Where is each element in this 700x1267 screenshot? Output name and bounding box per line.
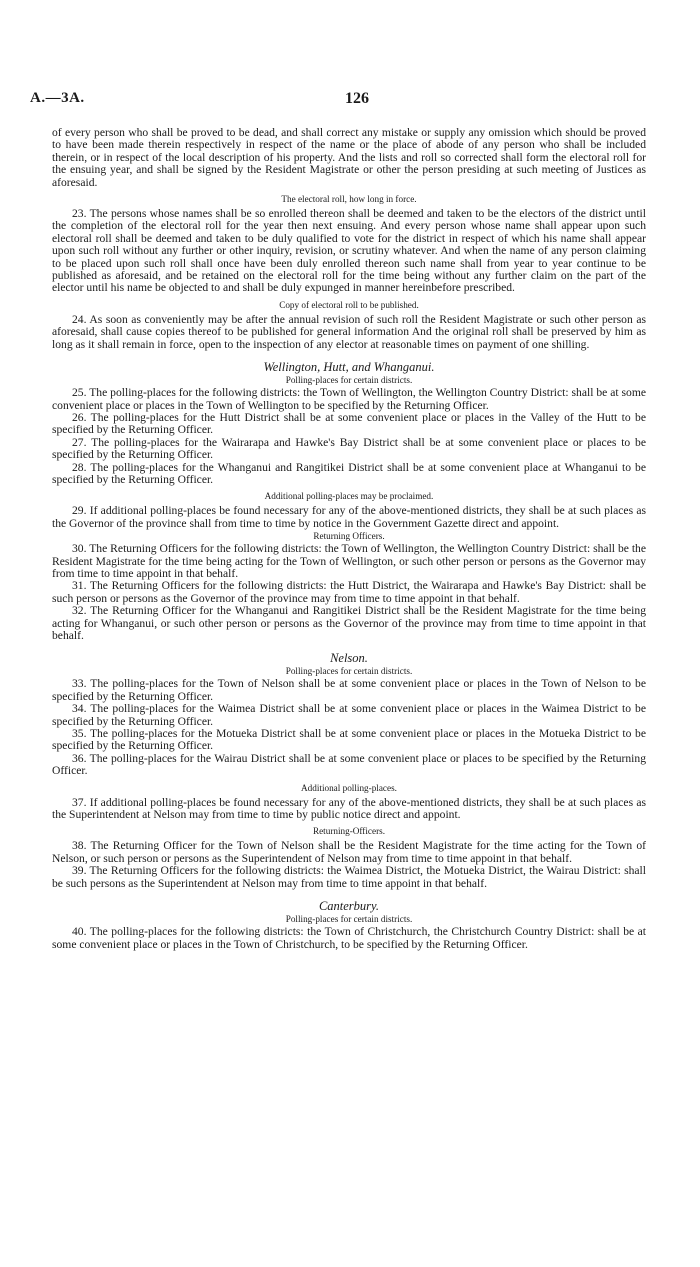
section-paragraph: of every person who shall be proved to be dead, and shall correct any mistake or supply any omission which should be proved to have been made therein respectively in respect of the name or the place of abode of any person who shall be included therein, or in respect of the local description of his property. And the lists and roll so corrected shall form the electoral roll for the ensuing year, and shall be signed by the Resident Magistrate or other the person presiding at such meeting of Justices as aforesaid. (52, 126, 646, 189)
marginal-note: Additional polling-places may be proclaimed. (264, 491, 434, 502)
section-paragraph: 36. The polling-places for the Wairau District shall be at some convenient place or places to be specified by the Returning Officer. (52, 751, 646, 778)
document-code: A.—3A. (30, 90, 85, 106)
marginal-note: Polling-places for certain districts. (285, 666, 413, 677)
marginal-note: Copy of electoral roll to be published. (279, 299, 419, 310)
marginal-note: Polling-places for certain districts. (285, 914, 413, 925)
section-heading: Nelson. (330, 651, 368, 666)
section-paragraph: 35. The polling-places for the Motueka District shall be at some convenient place or places in the Motueka District to be specified by the Returning Officer. (52, 727, 646, 753)
section-paragraph: 26. The polling-places for the Hutt District shall be at some convenient place or places in the Valley of the Hutt to be specified by the Returning Officer. (52, 410, 646, 437)
section-paragraph: 29. If additional polling-places be found necessary for any of the above-mentioned districts, they shall be at such places as the Governor of the province shall from time to time by notice in the Government Gazette direct and appoint. (52, 504, 646, 530)
section-paragraph: 40. The polling-places for the following districts: the Town of Christchurch, the Christchurch Country District: shall be at some convenient place or places in the Town of Christchurch, to be specified by the Returning Officer. (52, 925, 646, 951)
section-paragraph: 39. The Returning Officers for the following districts: the Waimea District, the Motueka District, the Wairau District: shall be such persons as the Superintendent at Nelson may from time to time appoint in that behalf. (52, 864, 646, 890)
section-heading: Canterbury. (318, 899, 380, 914)
section-paragraph: 32. The Returning Officer for the Whanganui and Rangitikei District shall be the Resident Magistrate for the time being acting for Whanganui, or such other person or persons as the Governor of the province may from time to time appoint in that behalf. (52, 604, 646, 642)
section-paragraph: 37. If additional polling-places be found necessary for any of the above-mentioned districts, they shall be at such places as the Superintendent at Nelson may from time to time by public notice direct and appoint. (52, 795, 646, 822)
section-paragraph: 34. The polling-places for the Waimea District shall be at some convenient place or places in the Waimea District to be specified by the Returning Officer. (52, 702, 646, 728)
page-number: 126 (345, 90, 369, 107)
marginal-note: Returning-Officers. (312, 826, 386, 837)
section-paragraph: 25. The polling-places for the following districts: the Town of Wellington, the Wellington Country District: shall be at some convenient place or places in the Town of Wellington to be specified by the Returning Officer. (52, 386, 646, 412)
marginal-note: The electoral roll, how long in force. (281, 194, 417, 205)
section-paragraph: 38. The Returning Officer for the Town of Nelson shall be the Resident Magistrate for the time acting for the Town of Nelson, or such person or persons as the Superintendent of Nelson may from time to time appoint in that behalf. (52, 839, 646, 865)
section-paragraph: 33. The polling-places for the Town of Nelson shall be at some convenient place or places in the Town of Nelson to be specified by the Returning Officer. (52, 677, 646, 703)
section-paragraph: 30. The Returning Officers for the following districts: the Town of Wellington, the Wellington Country District: shall be the Resident Magistrate for the time being acting for the Town of Wellington, or such other person or persons as the Governor may from time to time appoint in that behalf. (52, 542, 646, 580)
page-header (30, 90, 670, 114)
section-paragraph: 28. The polling-places for the Whanganui and Rangitikei District shall be at some convenient place at Whanganui to be specified by the Returning Officer. (52, 460, 646, 486)
section-paragraph: 24. As soon as conveniently may be after the annual revision of such roll the Resident Magistrate or such other person as aforesaid, shall cause copies thereof to be published for general information And the original roll shall be preserved by him as long as it shall remain in force, open to the inspection of any elector at reasonable times on payment of one shilling. (52, 312, 646, 351)
section-paragraph: 31. The Returning Officers for the following districts: the Hutt District, the Wairarapa and Hawke's Bay District: shall be such person or persons as the Governor of the province may from time to time appoint in that behalf. (52, 579, 646, 605)
document-body (52, 127, 646, 951)
marginal-note: Returning Officers. (313, 531, 385, 542)
section-heading: Wellington, Hutt, and Whanganui. (263, 360, 435, 375)
section-paragraph: 27. The polling-places for the Wairarapa and Hawke's Bay District shall be at some convenient place or places to be specified by the Returning Officer. (52, 435, 646, 462)
section-paragraph: 23. The persons whose names shall be so enrolled thereon shall be deemed and taken to be the electors of the district until the completion of the electoral roll for the year then next ensuing. And every person whose name shall appear upon such electoral roll shall be deemed and taken to be duly qualified to vote for the district in respect of which his name shall appear upon such roll without any further or other inquiry, revision, or scrutiny whatever. And when the name of any person claiming to be placed upon such roll shall once have been duly enrolled thereon such name shall from year to year continue to be published as aforesaid, and be retained on the electoral roll for the time being without any further claim on the part of the elector until his name be objected to and shall be duly expunged in manner hereinbefore prescribed. (52, 207, 646, 295)
marginal-note: Additional polling-places. (301, 782, 397, 793)
marginal-note: Polling-places for certain districts. (285, 375, 413, 386)
